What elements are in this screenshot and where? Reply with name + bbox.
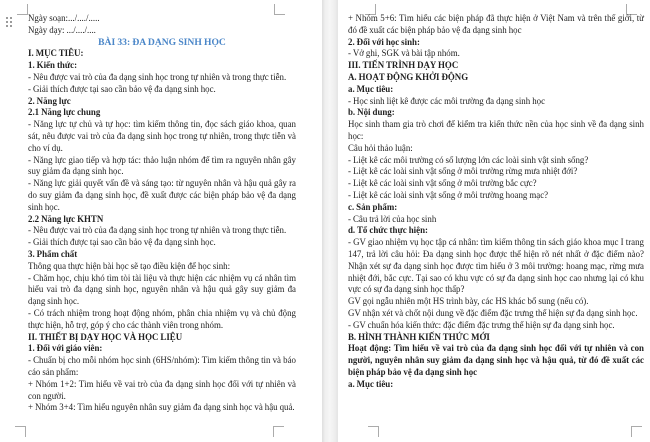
body-paragraph[interactable]: - Chăm học, chịu khó tìm tòi tài liệu và thực hiện các nhiệm vụ cá nhân tìm hiểu vai trò đa dạng sinh học, nguyên nhân và hậu quả gây suy giảm đa dạng sinh học. [28,272,296,307]
body-paragraph[interactable]: GV nhận xét và chốt nội dung về đặc điểm đặc trưng thể hiện sự đa dạng sinh học. [348,307,638,318]
body-paragraph[interactable]: - Liệt kê các loài sinh vật sống ở môi trường bắc cực? [348,178,537,189]
heading-paragraph[interactable]: a. Mục tiêu: [348,378,394,389]
body-paragraph[interactable]: - Liệt kê các loài sinh vật sống ở môi trường rừng mưa nhiệt đới? [348,166,578,177]
body-paragraph[interactable]: - Vở ghi, SGK và bài tập nhóm. [348,48,460,59]
body-paragraph[interactable]: - Năng lực tự chủ và tự học: tìm kiếm thông tin, đọc sách giáo khoa, quan sát, nêu được vai trò của đa dạng sinh học trong tự nhiên, trong thực tiễn và cho ví dụ. [28,119,296,153]
heading-paragraph[interactable]: 2.2 Năng lực KHTN [28,213,104,224]
heading-paragraph[interactable]: b. Nội dung: [348,107,395,118]
drag-handle-icon[interactable] [6,17,12,27]
body-paragraph[interactable]: - Năng lực giao tiếp và hợp tác: thảo luận nhóm để tìm ra nguyên nhân gây suy giảm đa dạng sinh học. [28,154,296,177]
heading-paragraph[interactable]: Hoạt động: Tìm hiểu về vai trò của đa dạng sinh học đối với tự nhiên và con người, nguyên nhân suy giảm đa dạng sinh học và hậu quả, từ đó đề xuất các biện pháp bảo vệ đa dạng sinh học [348,343,644,377]
body-paragraph[interactable]: - Nêu được vai trò của đa dạng sinh học trong tự nhiên và trong thực tiễn. [28,71,287,82]
body-paragraph[interactable]: - GV giao nhiệm vụ học tập cá nhân: tìm kiếm thông tin sách giáo khoa mục I trang 147, trả lời câu hỏi: Đa dạng sinh học được thể hiện rõ nét nhất ở đặc điểm nào? Nhận xét sự đa dạng sinh học được tìm hiểu ở 3 môi trường: hoang mạc, rừng mưa nhiệt đới, bắc cực. Tại sao có khu vực có sự đa dạng sinh học cao nhưng lại có khu vực có sự đa dạng sinh học thấp? [348,237,644,295]
body-paragraph[interactable]: - Giải thích được tại sao cần bảo vệ đa dạng sinh học. [28,83,216,94]
page-gap [322,0,338,442]
heading-paragraph[interactable]: B. HÌNH THÀNH KIẾN THỨC MỚI [348,331,490,342]
body-paragraph[interactable]: GV gọi ngẫu nhiên một HS trình bày, các HS khác bổ sung (nếu có). [348,296,589,307]
right-page-text-column[interactable] [348,13,644,391]
body-paragraph[interactable]: + Nhóm 1+2: Tìm hiểu về vai trò của đa dạng sinh học đối với tự nhiên và con người. [28,378,296,401]
heading-paragraph[interactable]: c. Sản phẩm: [348,201,398,212]
heading-paragraph[interactable]: 2. Năng lực [28,95,71,106]
body-paragraph[interactable]: + Nhóm 5+6: Tìm hiểu các biện pháp đã thực hiện ở Việt Nam và trên thế giới, từ đó đề xuất các biện pháp bảo vệ đa dạng sinh học [348,13,644,35]
lesson-title[interactable]: BÀI 33: ĐA DẠNG SINH HỌC [98,36,226,48]
heading-paragraph[interactable]: 1. Kiến thức: [28,60,78,71]
heading-paragraph[interactable]: 2. Đối với học sinh: [348,36,420,47]
heading-paragraph[interactable]: III. TIẾN TRÌNH DẠY HỌC [348,60,459,71]
body-paragraph[interactable]: - Năng lực giải quyết vấn đề và sáng tạo: từ nguyên nhân và hậu quả gây ra do suy giảm đa dạng sinh học, đề xuất được các biện pháp bảo vệ đa dạng sinh học. [28,178,296,212]
body-paragraph[interactable]: - Giải thích được tại sao cần bảo vệ đa dạng sinh học. [28,237,216,248]
body-paragraph[interactable]: Câu hỏi thảo luận: [348,142,413,153]
heading-paragraph[interactable]: 2.1 Năng lực chung [28,107,101,118]
heading-paragraph[interactable]: 1. Đối với giáo viên: [28,343,103,354]
heading-paragraph[interactable]: a. Mục tiêu: [348,83,394,94]
date-line[interactable]: Ngày soạn:.../..../..... [28,13,100,23]
left-page-text-column[interactable] [28,13,296,414]
heading-paragraph[interactable]: d. Tổ chức thực hiện: [348,225,428,236]
body-paragraph[interactable]: - Học sinh liệt kê được các môi trường đa dạng sinh học [348,95,546,106]
heading-paragraph[interactable]: A. HOẠT ĐỘNG KHỞI ĐỘNG [348,71,469,82]
body-paragraph[interactable]: - Chuẩn bị cho mỗi nhóm học sinh (6HS/nhóm): Tìm kiếm thông tin và báo cáo sản phẩm: [28,355,296,377]
body-paragraph[interactable]: - Liệt kê các môi trường có số lượng lớn các loài sinh vật sinh sống? [348,154,589,165]
heading-paragraph[interactable]: II. THIẾT BỊ DẠY HỌC VÀ HỌC LIỆU [28,331,183,342]
date-line[interactable]: Ngày dạy: .../..../.... [28,24,96,35]
body-paragraph[interactable]: - Có trách nhiệm trong hoạt động nhóm, phân chia nhiệm vụ và chủ động thực hiện, hỗ trợ, góp ý cho các thành viên trong nhóm. [28,307,296,330]
body-paragraph[interactable]: - Nêu được vai trò của đa dạng sinh học trong tự nhiên và trong thực tiễn. [28,225,287,236]
heading-paragraph[interactable]: 3. Phẩm chất [28,248,78,259]
body-paragraph[interactable]: + Nhóm 3+4: Tìm hiểu nguyên nhân suy giảm đa dạng sinh học và hậu quả. [28,402,295,413]
body-paragraph[interactable]: - GV chuẩn hóa kiến thức: đặc điểm đặc trưng thể hiện sự đa dạng sinh học. [348,319,615,330]
body-paragraph[interactable]: Học sinh tham gia trò chơi để kiểm tra kiến thức nền của học sinh về đa dạng sinh học: [348,119,644,141]
body-paragraph[interactable]: - Liệt kê các loài sinh vật sống ở môi trường hoang mạc? [348,189,549,200]
body-paragraph[interactable]: Thông qua thực hiện bài học sẽ tạo điều kiện để học sinh: [28,260,231,271]
heading-paragraph[interactable]: I. MỤC TIÊU: [28,48,84,59]
body-paragraph[interactable]: - Câu trả lời của học sinh [348,213,437,224]
